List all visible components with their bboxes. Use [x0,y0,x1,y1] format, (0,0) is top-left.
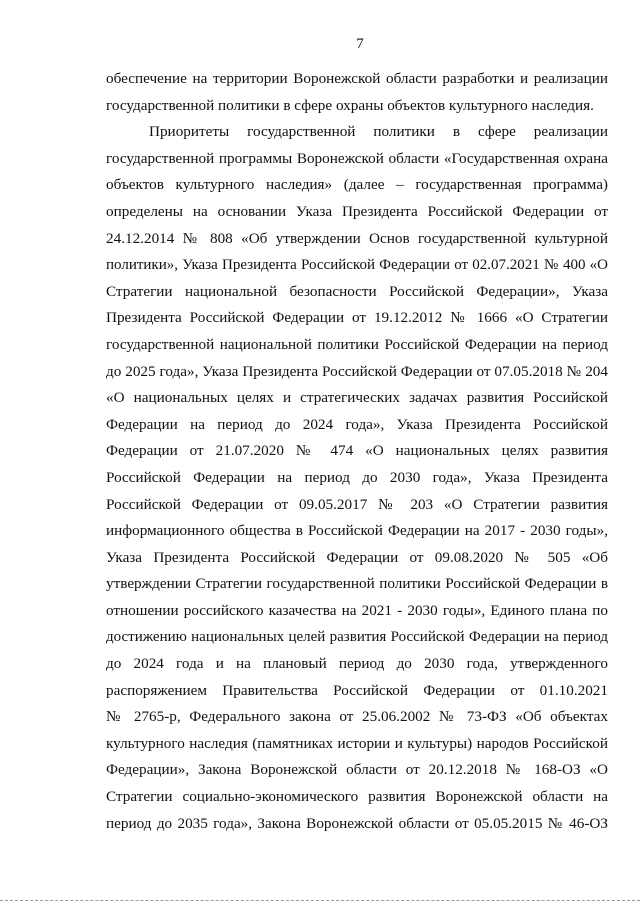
text-line: культурного наследия (памятниках истории и культуры) народов Российской [106,734,608,752]
text-line: до 2025 года», Указа Президента Российской Федерации от 07.05.2018 № 204 [106,362,608,380]
text-line: Стратегии национальной безопасности Российской Федерации», Указа [106,282,608,300]
text-line: политики», Указа Президента Российской Федерации от 02.07.2021 № 400 «О [106,257,608,274]
document-body [106,66,608,837]
text-line: государственной программы Воронежской области «Государственная охрана [106,149,608,167]
text-line: Стратегии социально-экономического развития Воронежской области на [106,788,608,806]
text-line: период до 2035 года», Закона Воронежской области от 05.05.2015 № 46-ОЗ [106,814,608,832]
text-line: Президента Российской Федерации от 19.12.2012 № 1666 «О Стратегии [106,309,608,327]
text-line: до 2024 года и на плановый период до 2030 года, утвержденного [106,655,608,673]
text-line: Российской Федерации от 09.05.2017 № 203 «О Стратегии развития [106,495,608,513]
text-line: государственной национальной политики Российской Федерации на период [106,335,608,353]
text-line: утверждении Стратегии государственной политики Российской Федерации в [106,575,608,593]
page-number: 7 [356,36,364,52]
text-line: № 2765-р, Федерального закона от 25.06.2002 № 73-ФЗ «Об объектах [106,708,608,726]
text-line: обеспечение на территории Воронежской области разработки и реализации [106,70,608,87]
text-line: Указа Президента Российской Федерации от 09.08.2020 № 505 «Об [106,548,608,566]
text-line: Федерации от 21.07.2020 № 474 «О национальных целях развития [106,442,608,460]
text-line: достижению национальных целей развития Российской Федерации на период [106,629,608,646]
text-line: государственной политики в сфере охраны объектов культурного наследия. [106,96,594,114]
text-line: «О национальных целях и стратегических задачах развития Российской [106,389,608,407]
text-line: Приоритеты государственной политики в сфере реализации [149,123,608,141]
text-line: Российской Федерации на период до 2030 года», Указа Президента [106,468,608,486]
text-line: определены на основании Указа Президента Российской Федерации от [106,202,608,220]
page-bottom-divider [0,900,640,901]
text-line: распоряжением Правительства Российской Федерации от 01.10.2021 [106,681,608,699]
text-line: Федерации на период до 2024 года», Указа Президента Российской [106,415,608,433]
text-line: отношении российского казачества на 2021 - 2030 годы», Единого плана по [106,601,608,619]
text-line: информационного общества в Российской Федерации на 2017 - 2030 годы», [106,522,608,540]
text-line: объектов культурного наследия» (далее – государственная программа) [106,176,608,194]
text-line: Федерации», Закона Воронежской области от 20.12.2018 № 168-ОЗ «О [106,761,608,779]
text-line: 24.12.2014 № 808 «Об утверждении Основ государственной культурной [106,229,608,247]
